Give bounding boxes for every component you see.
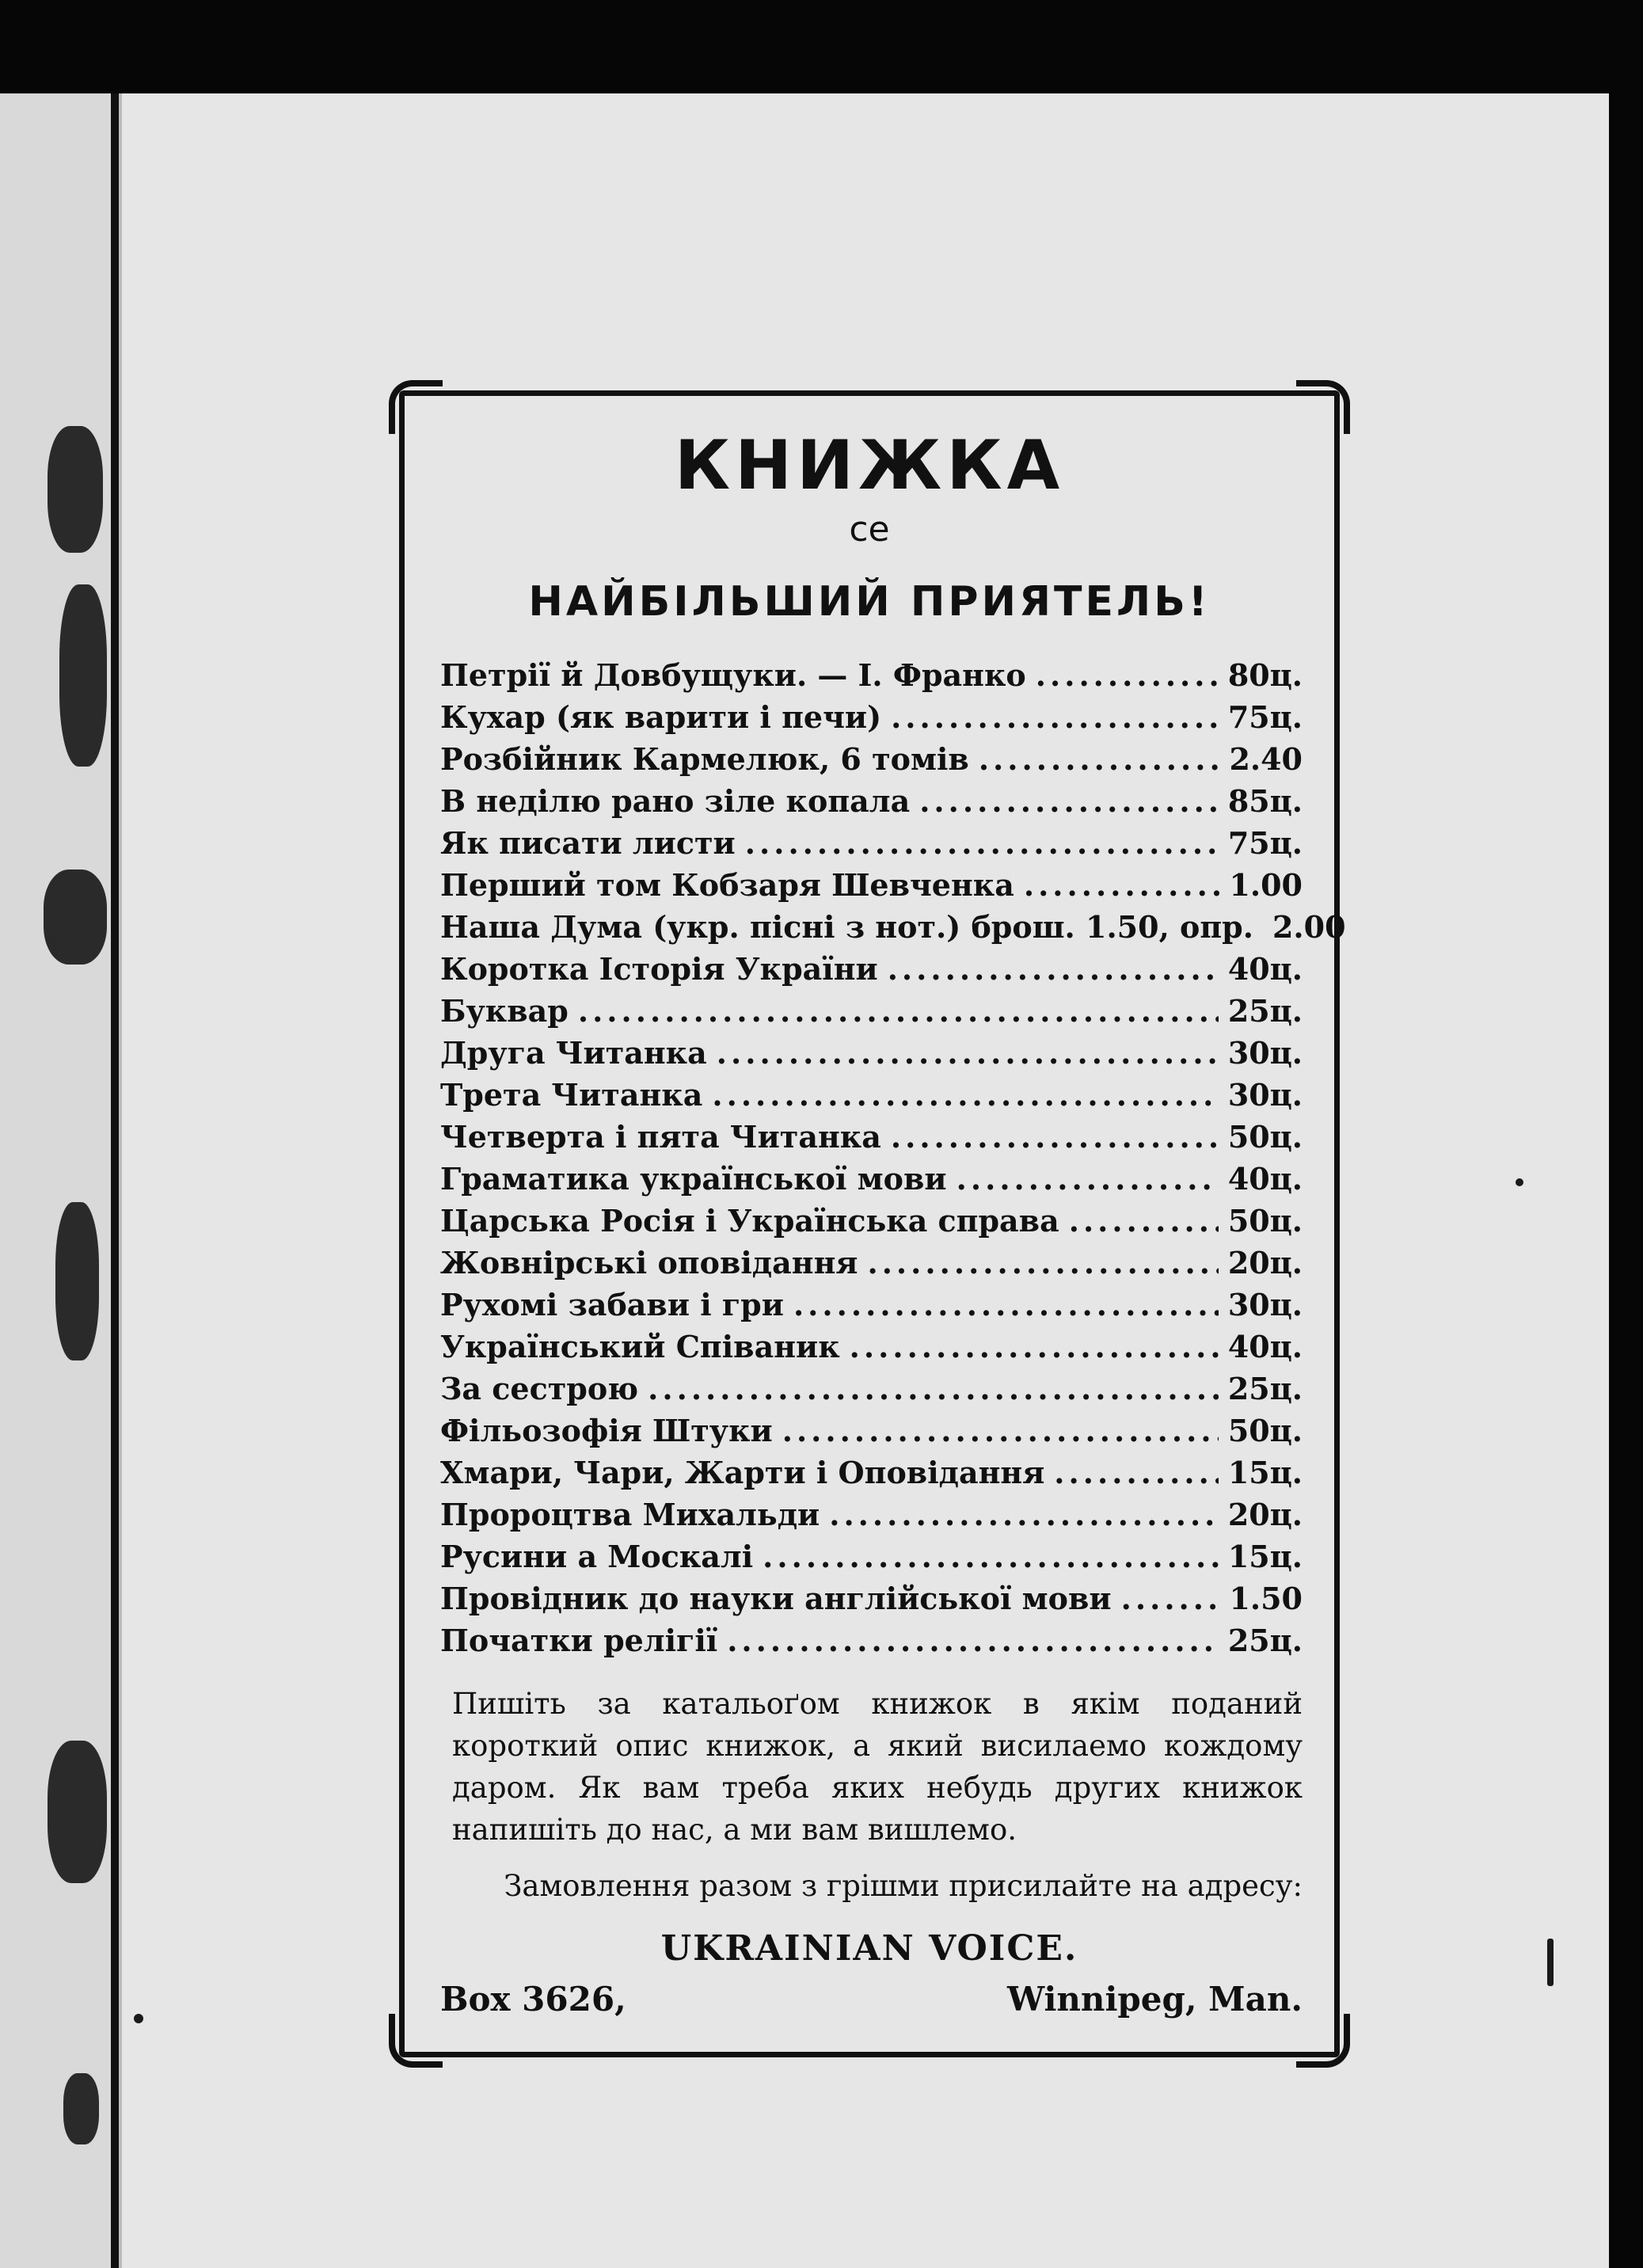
ad-title: КНИЖКА [674, 426, 1065, 505]
book-title: Коротка Історія України [440, 951, 878, 987]
dust-speck [134, 2014, 143, 2023]
ink-stain [48, 1741, 107, 1883]
dot-leader [745, 825, 1219, 861]
book-price: 2.00 [1272, 909, 1346, 945]
book-price: 40ц. [1227, 1329, 1303, 1364]
book-row [440, 909, 1346, 951]
book-title: Провідник до науки англійської мови [440, 1581, 1112, 1616]
dot-leader [1054, 1455, 1219, 1490]
book-row [440, 951, 1303, 993]
dot-leader [1036, 657, 1219, 693]
ink-stain [44, 870, 107, 965]
dot-leader [867, 1245, 1218, 1281]
book-price: 15ц. [1227, 1455, 1303, 1490]
book-row [440, 1077, 1303, 1119]
book-row [440, 783, 1303, 825]
dot-leader [957, 1161, 1219, 1197]
dot-leader [782, 1413, 1219, 1448]
book-row [440, 1497, 1303, 1539]
ink-stain [63, 2073, 99, 2144]
book-row [440, 1161, 1303, 1203]
book-price: 50ц. [1227, 1203, 1303, 1239]
book-title: За сестрою [440, 1371, 639, 1406]
adjacent-page-edge [0, 93, 119, 2268]
dot-leader [1069, 1203, 1219, 1239]
book-title: Український Співаник [440, 1329, 840, 1364]
ad-slogan: НАЙБІЛЬШИЙ ПРИЯТЕЛЬ! [528, 578, 1211, 626]
dot-leader [578, 993, 1219, 1029]
dot-leader [727, 1623, 1219, 1658]
book-price: 20ц. [1227, 1245, 1303, 1281]
book-title: Русини а Москалі [440, 1539, 754, 1574]
book-title: Як писати листи [440, 825, 736, 861]
order-instruction: Замовлення разом з грішми присилайте на адресу: [504, 1869, 1303, 1903]
book-title: Трета Читанка [440, 1077, 703, 1113]
dot-leader [717, 1035, 1219, 1071]
book-row [440, 1581, 1303, 1623]
book-row [440, 1623, 1303, 1665]
ink-stain [59, 584, 107, 767]
book-row [440, 1413, 1303, 1455]
book-row [440, 1455, 1303, 1497]
book-title: Граматика української мови [440, 1161, 947, 1197]
frame-corner-ornament [1296, 2014, 1350, 2068]
book-title: Наша Дума (укр. пісні з нот.) брош. 1.50, опр. [440, 909, 1253, 945]
dot-leader [648, 1371, 1219, 1406]
book-row [440, 1329, 1303, 1371]
book-title: Рухомі забави і гри [440, 1287, 784, 1322]
book-price: 1.50 [1229, 1581, 1303, 1616]
book-price: 50ц. [1227, 1119, 1303, 1155]
book-title: Пророцтва Михальди [440, 1497, 820, 1532]
dot-leader [888, 951, 1219, 987]
book-price: 20ц. [1227, 1497, 1303, 1532]
book-title: Четверта і пята Читанка [440, 1119, 881, 1155]
book-price: 40ц. [1227, 951, 1303, 987]
book-title: Розбійник Кармелюк, 6 томів [440, 741, 969, 777]
postal-box: Box 3626, [440, 1980, 626, 2019]
book-row [440, 1371, 1303, 1413]
book-row [440, 1203, 1303, 1245]
dot-leader [850, 1329, 1219, 1364]
book-title: Хмари, Чари, Жарти і Оповідання [440, 1455, 1045, 1490]
dot-leader [891, 699, 1219, 735]
book-price: 15ц. [1227, 1539, 1303, 1574]
dot-leader [793, 1287, 1219, 1322]
publisher-name: UKRAINIAN VOICE. [660, 1928, 1078, 1969]
dot-leader [919, 783, 1219, 819]
book-price: 30ц. [1227, 1035, 1303, 1071]
dot-leader [712, 1077, 1218, 1113]
book-price: 1.00 [1229, 867, 1303, 903]
catalog-note: Пишіть за катальоґом книжок в якім поданий короткий опис книжок, а який висилаемо кождому даром. Як вам треба яких небудь других книжок напишіть до нас, а ми вам вишлемо. [452, 1687, 1303, 1847]
frame-corner-ornament [389, 2014, 443, 2068]
ad-subtitle: се [849, 509, 890, 550]
book-row [440, 1245, 1303, 1287]
book-title: Перший том Кобзаря Шевченка [440, 867, 1014, 903]
book-row [440, 741, 1303, 783]
dot-leader [763, 1539, 1219, 1574]
book-price: 25ц. [1227, 1623, 1303, 1658]
book-price: 50ц. [1227, 1413, 1303, 1448]
book-title: Друга Читанка [440, 1035, 707, 1071]
book-row [440, 699, 1303, 741]
ink-stain [55, 1202, 99, 1360]
book-row [440, 657, 1303, 699]
book-title: В неділю рано зіле копала [440, 783, 911, 819]
dust-speck [1547, 1939, 1554, 1986]
book-price-list [440, 657, 1346, 1665]
book-price: 25ц. [1227, 993, 1303, 1029]
book-row [440, 1119, 1303, 1161]
book-row [440, 867, 1303, 909]
book-price: 85ц. [1227, 783, 1303, 819]
book-price: 80ц. [1227, 657, 1303, 693]
scanned-page [119, 93, 1609, 2268]
book-title: Петрії й Довбущуки. — І. Франко [440, 657, 1026, 693]
book-title: Буквар [440, 993, 569, 1029]
book-title: Фільозофія Штуки [440, 1413, 773, 1448]
dot-leader [1024, 867, 1220, 903]
book-price: 30ц. [1227, 1077, 1303, 1113]
publisher-city: Winnipeg, Man. [1007, 1980, 1303, 2019]
book-price: 40ц. [1227, 1161, 1303, 1197]
book-price: 2.40 [1229, 741, 1303, 777]
book-row [440, 825, 1303, 867]
dust-speck [1516, 1178, 1523, 1186]
book-title: Початки релігії [440, 1623, 718, 1658]
book-row [440, 993, 1303, 1035]
book-title: Кухар (як варити і печи) [440, 699, 882, 735]
dot-leader [829, 1497, 1219, 1532]
book-price: 30ц. [1227, 1287, 1303, 1322]
book-title: Жовнірські оповідання [440, 1245, 858, 1281]
advertisement-frame [399, 390, 1346, 2057]
book-price: 75ц. [1227, 699, 1303, 735]
ink-stain [48, 426, 103, 553]
dot-leader [979, 741, 1220, 777]
dot-leader [891, 1119, 1219, 1155]
book-row [440, 1287, 1303, 1329]
book-price: 75ц. [1227, 825, 1303, 861]
book-title: Царська Росія і Українська справа [440, 1203, 1059, 1239]
dot-leader [1121, 1581, 1220, 1616]
book-row [440, 1539, 1303, 1581]
book-price: 25ц. [1227, 1371, 1303, 1406]
book-row [440, 1035, 1303, 1077]
